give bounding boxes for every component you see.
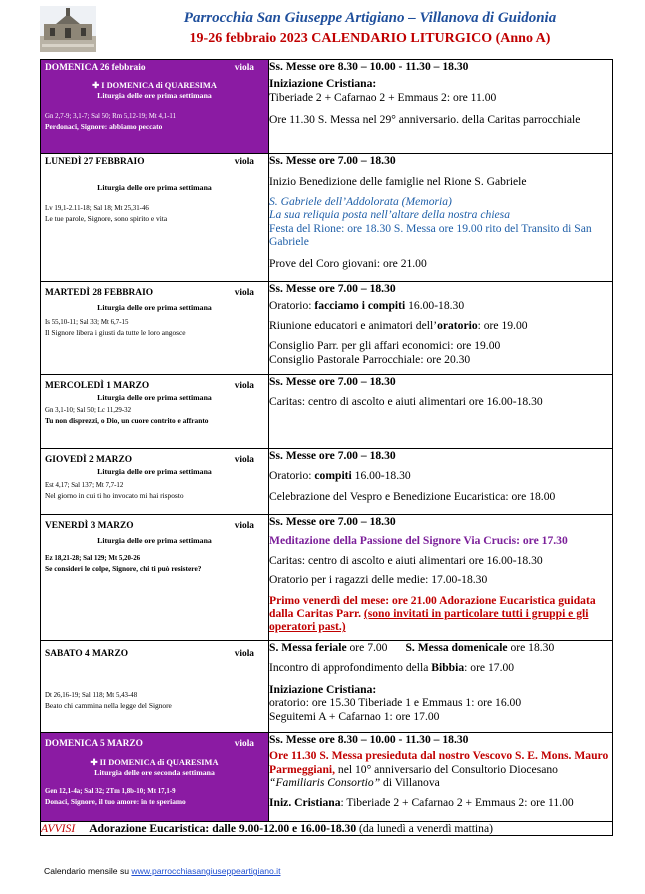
liturgy-hours: Liturgia delle ore seconda settimana [94,768,215,777]
event-text: Consiglio Parr. per gli affari economici: ore 19.00 [269,339,501,353]
liturgical-color: viola [234,455,254,465]
day-name: GIOVEDÌ 2 MARZO [45,455,132,465]
event-text: Primo venerdì del mese: ore 21.00 Adorazione Eucaristica guidata dalla Caritas Parr. [269,593,596,621]
feast-title: ✚ I DOMENICA di QUARESIMA [92,81,217,90]
psalm-response: Tu non disprezzi, o Dio, un cuore contrito e affranto [45,416,209,425]
table-row [41,154,613,282]
event-text: Celebrazione del Vespro e Benedizione Eucaristica: ore 18.00 [269,489,556,503]
event-text: Ss. Messe ore 7.00 – 18.30 [269,282,396,295]
event-text: Caritas: centro di ascolto e aiuti alimentari ore 16.00-18.30 [269,553,543,567]
event-text: : ore 19.00 [477,318,528,332]
event-text: Oratorio: [269,469,315,483]
event-text: facciamo i compiti [314,299,406,313]
event-text: Ss. Messe ore 7.00 – 18.30 [269,449,396,462]
event-text: ore 7.00 [346,641,388,654]
website-link[interactable]: www.parrocchiasangiuseppeartigiano.it [131,866,281,876]
event-text: Incontro di approfondimento della [269,661,432,675]
table-row [41,449,613,515]
church-logo-icon [40,6,96,52]
event-text: S. Gabriele dell’Addolorata (Memoria) [269,194,452,208]
table-row [41,822,613,836]
day-cell [41,154,269,282]
calendar-table [40,59,613,836]
event-text: oratorio: ore 15.30 Tiberiade 1 e Emmaus 1: ore 16.00 [269,696,522,710]
notices-cell [41,822,613,836]
event-text: di Villanova [380,776,440,790]
table-row [41,60,613,154]
event-text: 16.00-18.30 [405,299,465,313]
event-text: Iniziazione Cristiana: [269,77,377,91]
event-text: Oratorio: [269,299,315,313]
day-name: SABATO 4 MARZO [45,649,128,659]
liturgical-color: viola [234,288,254,298]
event-text: oratorio [437,318,478,332]
liturgy-hours: Liturgia delle ore prima settimana [97,91,212,100]
liturgy-hours: Liturgia delle ore prima settimana [97,467,212,476]
readings: Gen 12,1-4a; Sal 32; 2Tm 1,8b-10; Mt 17,1-9 [45,788,176,795]
event-text: Ss. Messe ore 7.00 – 18.30 [269,154,396,167]
day-cell [41,282,269,375]
feast-title: ✚ II DOMENICA di QUARESIMA [90,758,219,767]
event-text: Consiglio Pastorale Parrocchiale: ore 20.30 [269,352,471,366]
event-text: compiti [314,469,352,483]
liturgy-hours: Liturgia delle ore prima settimana [97,183,212,192]
event-text: Festa del Rione: ore 18.30 S. Messa ore 19.00 rito del Transito di San Gabriele [269,221,592,249]
event-text: Riunione educatori e animatori dell’ [269,318,438,332]
event-text: La sua reliquia posta nell’altare della nostra chiesa [269,208,510,222]
readings: Lv 19,1-2.11-18; Sal 18; Mt 25,31-46 [45,205,149,212]
event-text: Caritas: centro di ascolto e aiuti alimentari ore 16.00-18.30 [269,395,543,409]
table-row [41,515,613,641]
event-text: Inizio Benedizione delle famiglie nel Rione S. Gabriele [269,175,527,189]
day-cell [41,449,269,515]
events-cell [269,375,613,449]
liturgical-color: viola [234,381,254,391]
footer [44,866,280,876]
event-text: S. Messa feriale [269,641,347,654]
table-row [41,375,613,449]
notices-text: Adorazione Eucaristica: dalle 9.00-12.00 e 16.00-18.30 [89,822,357,835]
event-text: S. Messa domenicale [405,641,508,654]
liturgical-color: viola [234,739,254,749]
event-text: nel 10° anniversario del Consultorio Diocesano [335,762,558,776]
event-text: : ore 17.00 [464,661,515,675]
event-text: Tiberiade 2 + Cafarnao 2 + Emmaus 2: ore 11.00 [269,90,497,104]
psalm-response: Donaci, Signore, il tuo amore: in te speriamo [45,797,186,806]
event-text: Bibbia [431,661,465,675]
liturgical-color: viola [234,649,254,659]
day-name: LUNEDÌ 27 FEBBRAIO [45,157,145,167]
liturgical-color: viola [234,63,254,73]
event-text: Oratorio per i ragazzi delle medie: 17.00-18.30 [269,573,488,587]
header [0,0,645,58]
psalm-response: Perdonaci, Signore: abbiamo peccato [45,122,163,131]
notices-label: AVVISI [41,822,76,835]
event-text: (sono invitati in particolare tutti i gruppi e gli operatori past.) [269,607,589,634]
events-cell [269,449,613,515]
event-text: Seguitemi A + Cafarnao 1: ore 17.00 [269,709,440,723]
readings: Gn 3,1-10; Sal 50; Lc 11,29-32 [45,407,132,414]
psalm-response: Se consideri le colpe, Signore, chi ti può resistere? [45,564,202,573]
event-text: 16.00-18.30 [351,469,411,483]
notices-text: (da lunedì a venerdì mattina) [356,822,493,835]
day-cell [41,641,269,733]
psalm-response: Nel giorno in cui ti ho invocato mi hai risposto [45,491,184,500]
event-text: Ss. Messe ore 8.30 – 10.00 - 11.30 – 18.30 [269,733,469,746]
events-cell [269,282,613,375]
table-row [41,282,613,375]
day-name: MARTEDÌ 28 FEBBRAIO [45,288,154,298]
liturgy-hours: Liturgia delle ore prima settimana [97,536,212,545]
event-text: ore 18.30 [507,641,555,654]
event-text: Ore 11.30 S. Messa presieduta dal nostro Vescovo S. E. Mons. Mauro Parmeggiani, [269,749,609,776]
readings: Gn 2,7-9; 3,1-7; Sal 50; Rm 5,12-19; Mt 4,1-11 [45,113,177,120]
event-text: Ss. Messe ore 7.00 – 18.30 [269,515,396,528]
table-row [41,733,613,822]
liturgy-hours: Liturgia delle ore prima settimana [97,393,212,402]
footer-text: Calendario mensile su [44,866,132,876]
event-text: Ore 11.30 S. Messa nel 29° anniversario. della Caritas parrocchiale [269,113,581,127]
event-text: : Tiberiade 2 + Cafarnao 2 + Emmaus 2: ore 11.00 [340,795,574,809]
events-cell [269,154,613,282]
event-text: Prove del Coro giovani: ore 21.00 [269,257,427,271]
events-cell [269,515,613,641]
liturgy-hours: Liturgia delle ore prima settimana [97,303,212,312]
psalm-response: Il Signore libera i giusti da tutte le loro angosce [45,328,186,337]
day-cell [41,733,269,822]
event-text: “Familiaris Consortio” [269,776,381,790]
day-cell [41,515,269,641]
day-name: DOMENICA 26 febbraio [45,63,146,73]
readings: Ez 18,21-28; Sal 129; Mt 5,20-26 [45,555,141,562]
event-text: Ss. Messe ore 7.00 – 18.30 [269,375,396,388]
events-cell [269,733,613,822]
events-cell [269,60,613,154]
day-cell [41,375,269,449]
day-name: DOMENICA 5 MARZO [45,739,143,749]
page-title: Parrocchia San Giuseppe Artigiano – Villanova di Guidonia [183,10,557,26]
table-row [41,641,613,733]
readings: Est 4,17; Sal 137; Mt 7,7-12 [45,482,124,489]
events-cell [269,641,613,733]
psalm-response: Le tue parole, Signore, sono spirito e vita [45,214,168,223]
readings: Is 55,10-11; Sal 33; Mt 6,7-15 [45,319,129,326]
event-text: Iniz. Cristiana [269,795,341,809]
readings: Dt 26,16-19; Sal 118; Mt 5,43-48 [45,692,138,699]
day-name: MERCOLEDÌ 1 MARZO [45,381,150,391]
day-name: VENERDÌ 3 MARZO [45,521,134,531]
liturgical-color: viola [234,157,254,167]
event-text: Meditazione della Passione del Signore Via Crucis: ore 17.30 [269,534,568,548]
liturgical-color: viola [234,521,254,531]
psalm-response: Beato chi cammina nella legge del Signore [45,701,172,710]
event-text: Ss. Messe ore 8.30 – 10.00 - 11.30 – 18.30 [269,60,469,73]
page-subtitle: 19-26 febbraio 2023 CALENDARIO LITURGICO (Anno A) [189,31,551,46]
day-cell [41,60,269,154]
event-text: Iniziazione Cristiana: [269,682,377,696]
